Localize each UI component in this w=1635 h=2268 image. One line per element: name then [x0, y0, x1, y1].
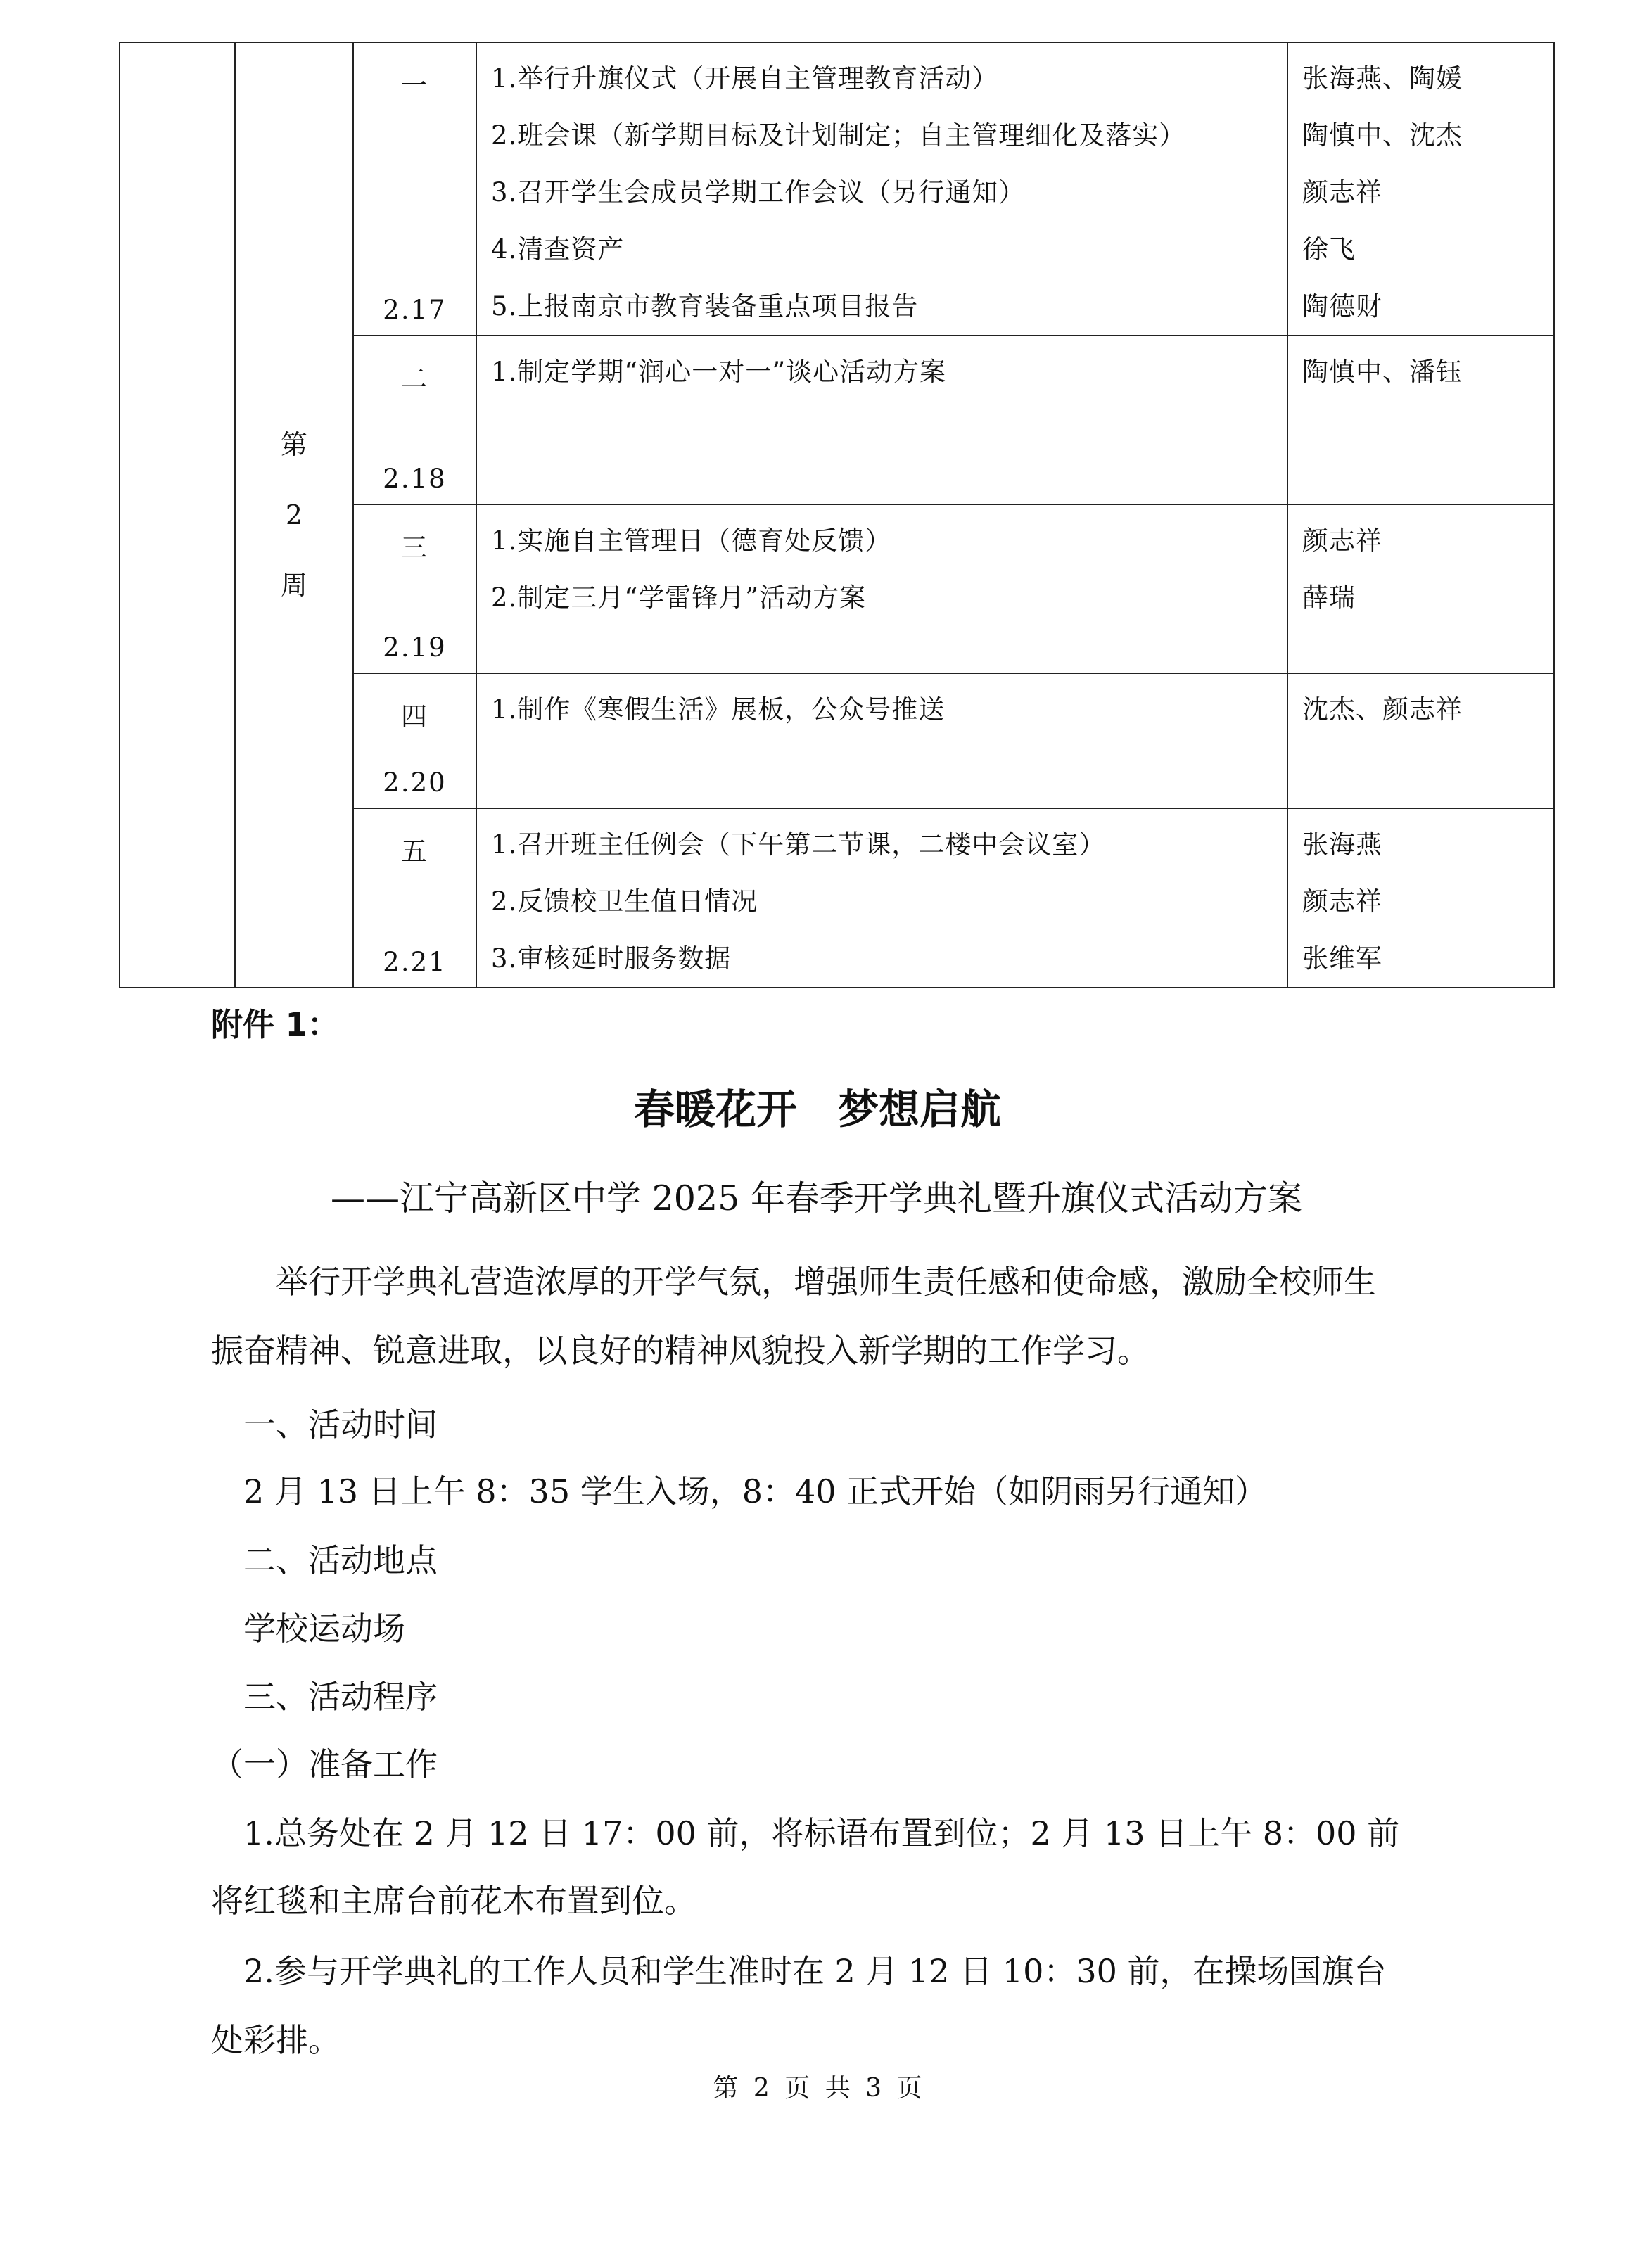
table-row [120, 42, 1554, 336]
week-label-char: 2 [285, 499, 303, 530]
owner-item: 陶慎中、沈杰 [1302, 120, 1463, 151]
date-label: 2.21 [383, 947, 447, 977]
task-item: 1.召开班主任例会（下午第二节课，二楼中会议室） [491, 829, 1106, 860]
paragraph-line: 振奋精神、锐意进取，以良好的精神风貌投入新学期的工作学习。 [211, 1332, 1150, 1370]
date-label: 2.17 [383, 295, 447, 325]
task-item: 1.制作《寒假生活》展板，公众号推送 [491, 694, 946, 725]
attachment-label: 附件 1： [211, 1006, 339, 1043]
tasks-cell [476, 808, 1287, 988]
day-cell [353, 504, 476, 673]
week-label-char: 周 [280, 570, 307, 601]
owner-item: 陶慎中、潘钰 [1302, 357, 1463, 387]
owner-item: 陶德财 [1302, 291, 1382, 321]
weekday-label: 三 [401, 533, 428, 563]
paragraph-line: 处彩排。 [211, 2021, 341, 2059]
owner-item: 张海燕、陶媛 [1302, 63, 1463, 94]
weekday-label: 一 [401, 70, 428, 101]
weekday-label: 四 [401, 701, 428, 732]
owner-item: 颜志祥 [1302, 177, 1382, 208]
paragraph-line: 学校运动场 [211, 1610, 405, 1648]
week-label-char: 第 [280, 429, 307, 460]
paragraph-line: 一、活动时间 [211, 1406, 438, 1444]
day-cell [353, 42, 476, 336]
owners-cell [1287, 336, 1554, 504]
date-label: 2.19 [383, 632, 447, 663]
tasks-cell [476, 673, 1287, 808]
task-item: 2.制定三月“学雷锋月”活动方案 [491, 582, 867, 613]
page-footer: 第 2 页 共 3 页 [713, 2074, 922, 2103]
task-item: 2.反馈校卫生值日情况 [491, 886, 758, 917]
owners-cell [1287, 673, 1554, 808]
document-subtitle: ——江宁高新区中学 2025 年春季开学典礼暨升旗仪式活动方案 [331, 1178, 1302, 1218]
date-label: 2.18 [383, 464, 447, 494]
task-item: 4.清查资产 [491, 234, 625, 265]
task-item: 1.实施自主管理日（德育处反馈） [491, 525, 892, 556]
paragraph-line: 将红毯和主席台前花木布置到位。 [211, 1882, 696, 1920]
owner-item: 徐飞 [1302, 234, 1356, 265]
paragraph-line: 举行开学典礼营造浓厚的开学气氛，增强师生责任感和使命感，激励全校师生 [211, 1263, 1376, 1301]
document-title: 春暖花开 梦想启航 [633, 1085, 1001, 1133]
owner-item: 张维军 [1302, 943, 1382, 974]
date-label: 2.20 [383, 767, 447, 798]
paragraph-line: （一）准备工作 [211, 1745, 438, 1783]
week-label [236, 409, 352, 620]
schedule-table [119, 42, 1555, 988]
owner-item: 颜志祥 [1302, 525, 1382, 556]
task-item: 5.上报南京市教育装备重点项目报告 [491, 291, 919, 321]
day-cell [353, 808, 476, 988]
weekday-label: 五 [401, 836, 428, 867]
weekday-label: 二 [401, 364, 428, 394]
paragraph-line: 三、活动程序 [211, 1678, 438, 1716]
paragraph-line: 2 月 13 日上午 8：35 学生入场，8：40 正式开始（如阴雨另行通知） [211, 1472, 1268, 1510]
paragraph-line: 二、活动地点 [211, 1541, 438, 1579]
tasks-cell [476, 42, 1287, 336]
owners-cell [1287, 504, 1554, 673]
tasks-cell [476, 504, 1287, 673]
paragraph-line: 1.总务处在 2 月 12 日 17：00 前，将标语布置到位；2 月 13 日上午 8：00 前 [211, 1814, 1400, 1852]
owner-item: 沈杰、颜志祥 [1302, 694, 1463, 725]
task-item: 3.审核延时服务数据 [491, 943, 732, 974]
owners-cell [1287, 42, 1554, 336]
task-item: 2.班会课（新学期目标及计划制定；自主管理细化及落实） [491, 120, 1186, 151]
tasks-cell [476, 336, 1287, 504]
task-item: 3.召开学生会成员学期工作会议（另行通知） [491, 177, 1026, 208]
owner-item: 张海燕 [1302, 829, 1382, 860]
owner-item: 薛瑞 [1302, 582, 1356, 613]
blank-column-cell [120, 42, 235, 988]
paragraph-line: 2.参与开学典礼的工作人员和学生准时在 2 月 12 日 10：30 前，在操场国旗台 [211, 1952, 1387, 1990]
schedule-body [120, 42, 1554, 988]
task-item: 1.举行升旗仪式（开展自主管理教育活动） [491, 63, 999, 94]
task-item: 1.制定学期“润心一对一”谈心活动方案 [491, 357, 947, 387]
owner-item: 颜志祥 [1302, 886, 1382, 917]
week-cell [235, 42, 353, 988]
day-cell [353, 336, 476, 504]
owners-cell [1287, 808, 1554, 988]
day-cell [353, 673, 476, 808]
